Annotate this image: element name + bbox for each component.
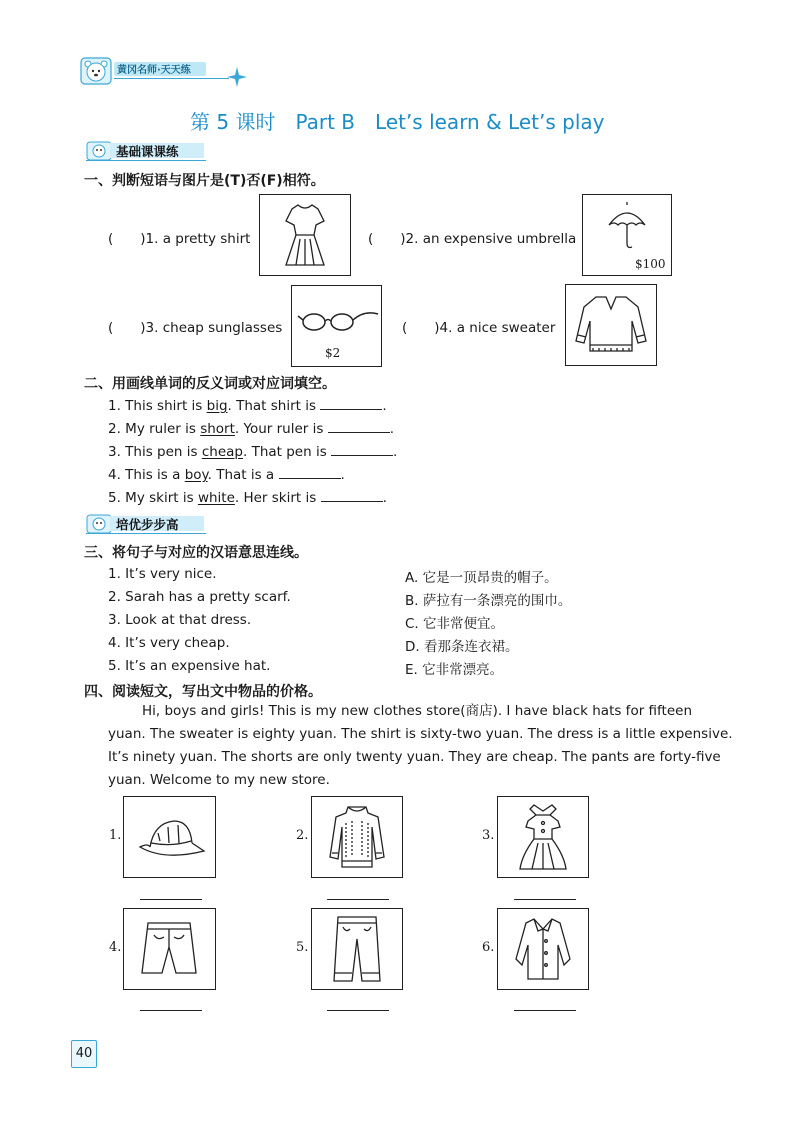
q4-picture-sweater bbox=[311, 796, 403, 878]
q2-answer-blank[interactable] bbox=[331, 442, 393, 456]
q2-item-3: 3. This pen is cheap. That pen is . bbox=[108, 444, 398, 460]
q4-num: 1. bbox=[109, 828, 122, 843]
q4-num: 6. bbox=[482, 940, 495, 955]
q2-item-4: 4. This is a boy. That is a . bbox=[108, 467, 345, 483]
q2-answer-blank[interactable] bbox=[328, 419, 390, 433]
q1-item-text: 3. cheap sunglasses bbox=[145, 320, 283, 336]
q2-answer-blank[interactable] bbox=[279, 465, 341, 479]
q2-pre: This pen is bbox=[120, 444, 202, 460]
q1-picture-dress bbox=[259, 194, 351, 276]
sunglasses-price: $2 bbox=[325, 346, 341, 360]
pants-icon bbox=[312, 909, 402, 989]
q4-answer-line[interactable] bbox=[514, 899, 576, 900]
q3-right-b[interactable]: B. 萨拉有一条漂亮的围巾。 bbox=[405, 593, 572, 609]
q4-picture-shirt bbox=[497, 908, 589, 990]
section-basic-label: 基础课课练 bbox=[116, 144, 179, 159]
q2-underlined-word: short bbox=[200, 421, 235, 437]
umbrella-price: $100 bbox=[635, 257, 666, 271]
passage-line: Hi, boys and girls! This is my new clothes store(商店). I have black hats for fifteen bbox=[142, 703, 693, 719]
brand-label: 黄冈名师·天天练 bbox=[117, 65, 191, 76]
q1-paren[interactable]: ( ) bbox=[108, 231, 146, 247]
q2-mid: . That pen is bbox=[243, 444, 332, 460]
q2-num: 5. bbox=[108, 490, 121, 506]
q4-answer-line[interactable] bbox=[140, 1010, 202, 1011]
umbrella-icon bbox=[583, 195, 671, 255]
section-advanced-label: 培优步步高 bbox=[116, 517, 179, 532]
q4-answer-line[interactable] bbox=[514, 1010, 576, 1011]
page-number: 40 bbox=[75, 1046, 93, 1061]
q3-right-e[interactable]: E. 它非常漂亮。 bbox=[405, 662, 504, 678]
q1-item-4 bbox=[402, 316, 555, 336]
passage-line: yuan. Welcome to my new store. bbox=[108, 772, 330, 788]
passage-line: yuan. The sweater is eighty yuan. The shirt is sixty-two yuan. The dress is a little expensive. bbox=[108, 726, 733, 742]
section-tag-basic bbox=[86, 139, 206, 161]
bear-tag-icon bbox=[86, 512, 112, 534]
q3-left-1[interactable]: 1. It’s very nice. bbox=[108, 566, 217, 582]
q2-mid: . Your ruler is bbox=[234, 421, 328, 437]
q1-item-text: 2. an expensive umbrella bbox=[405, 231, 577, 247]
q2-mid: . Her skirt is bbox=[234, 490, 321, 506]
q1-item-text: 1. a pretty shirt bbox=[145, 231, 251, 247]
q2-underlined-word: big bbox=[206, 398, 228, 414]
q4-num: 4. bbox=[109, 940, 122, 955]
q2-num: 2. bbox=[108, 421, 121, 437]
q1-picture-sunglasses bbox=[291, 285, 382, 367]
sparkle-icon bbox=[226, 66, 248, 88]
q2-underlined-word: cheap bbox=[201, 444, 243, 460]
q2-pre: This is a bbox=[120, 467, 185, 483]
q2-underlined-word: boy bbox=[184, 467, 208, 483]
q1-picture-umbrella bbox=[582, 194, 672, 276]
q2-pre: My ruler is bbox=[120, 421, 201, 437]
q4-answer-line[interactable] bbox=[327, 899, 389, 900]
sweater-icon bbox=[312, 797, 402, 877]
q2-mid: . That shirt is bbox=[227, 398, 321, 414]
page-title: 第 5 课时 Part B Let’s learn & Let’s play bbox=[190, 110, 605, 134]
q2-underlined-word: white bbox=[197, 490, 235, 506]
header-banner bbox=[80, 56, 250, 86]
bear-mascot-icon bbox=[80, 56, 112, 86]
q4-picture-dress bbox=[497, 796, 589, 878]
q3-right-a[interactable]: A. 它是一顶昂贵的帽子。 bbox=[405, 570, 558, 586]
shorts-icon bbox=[124, 909, 215, 989]
q2-answer-blank[interactable] bbox=[321, 488, 383, 502]
q4-answer-line[interactable] bbox=[140, 899, 202, 900]
q2-pre: This shirt is bbox=[120, 398, 207, 414]
q3-left-3[interactable]: 3. Look at that dress. bbox=[108, 612, 252, 628]
q1-paren[interactable]: ( ) bbox=[108, 320, 146, 336]
q4-num: 3. bbox=[482, 828, 495, 843]
hat-icon bbox=[124, 797, 215, 877]
q3-left-5[interactable]: 5. It’s an expensive hat. bbox=[108, 658, 271, 674]
q3-left-4[interactable]: 4. It’s very cheap. bbox=[108, 635, 230, 651]
q2-item-1: 1. This shirt is big. That shirt is . bbox=[108, 398, 387, 414]
q1-picture-sweater bbox=[565, 284, 657, 366]
q3-right-c[interactable]: C. 它非常便宜。 bbox=[405, 616, 505, 632]
q1-heading: 一、判断短语与图片是(T)否(F)相符。 bbox=[84, 173, 325, 189]
q3-right-d[interactable]: D. 看那条连衣裙。 bbox=[405, 639, 519, 655]
q2-pre: My skirt is bbox=[120, 490, 198, 506]
sweater-icon bbox=[566, 285, 656, 365]
shirt-icon bbox=[498, 909, 588, 989]
q1-paren[interactable]: ( ) bbox=[402, 320, 440, 336]
q1-item-3 bbox=[108, 316, 282, 336]
q1-item-text: 4. a nice sweater bbox=[439, 320, 556, 336]
passage-line: It’s ninety yuan. The shorts are only twenty yuan. They are cheap. The pants are forty-five bbox=[108, 749, 721, 765]
q2-answer-blank[interactable] bbox=[320, 396, 382, 410]
bear-tag-icon bbox=[86, 139, 112, 161]
q2-item-2: 2. My ruler is short. Your ruler is . bbox=[108, 421, 394, 437]
q1-item-1 bbox=[108, 227, 250, 247]
sunglasses-icon bbox=[292, 286, 381, 342]
q4-heading: 四、阅读短文，写出文中物品的价格。 bbox=[84, 684, 322, 700]
q1-paren[interactable]: ( ) bbox=[368, 231, 406, 247]
q4-num: 5. bbox=[296, 940, 309, 955]
q3-left-2[interactable]: 2. Sarah has a pretty scarf. bbox=[108, 589, 291, 605]
q2-heading: 二、用画线单词的反义词或对应词填空。 bbox=[84, 376, 336, 392]
page-number-box bbox=[71, 1040, 97, 1068]
q2-num: 1. bbox=[108, 398, 121, 414]
q3-heading: 三、将句子与对应的汉语意思连线。 bbox=[84, 545, 308, 561]
q2-mid: . That is a bbox=[207, 467, 279, 483]
q2-item-5: 5. My skirt is white. Her skirt is . bbox=[108, 490, 387, 506]
dress-icon bbox=[498, 797, 588, 877]
dress-icon bbox=[260, 195, 350, 275]
q4-num: 2. bbox=[296, 828, 309, 843]
q4-answer-line[interactable] bbox=[327, 1010, 389, 1011]
q4-picture-hat bbox=[123, 796, 216, 878]
q4-passage bbox=[108, 700, 733, 792]
q4-picture-shorts bbox=[123, 908, 216, 990]
section-tag-advanced bbox=[86, 512, 206, 534]
q2-num: 3. bbox=[108, 444, 121, 460]
q4-picture-pants bbox=[311, 908, 403, 990]
q2-num: 4. bbox=[108, 467, 121, 483]
q1-item-2 bbox=[368, 227, 576, 247]
